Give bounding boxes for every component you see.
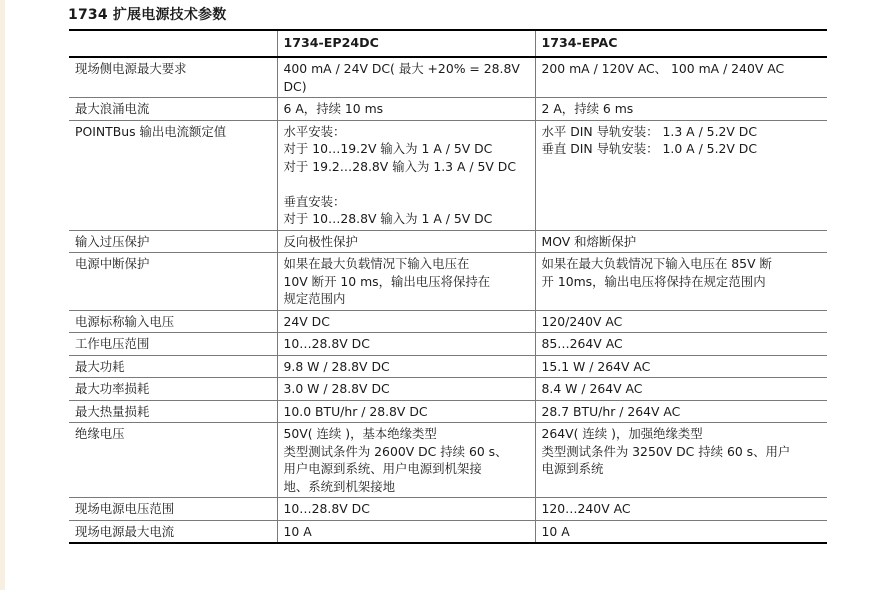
epac-value — [535, 57, 827, 98]
epac-value-line: 8.4 W / 264V AC — [541, 381, 643, 396]
table-row — [69, 253, 827, 311]
ep24dc-value-line: 水平安装： — [283, 123, 346, 139]
parameter-label: 电源中断保护 — [69, 253, 277, 311]
epac-value — [535, 400, 827, 423]
table-row — [69, 98, 827, 121]
header-row — [69, 30, 827, 57]
header-parameter — [69, 30, 277, 57]
ep24dc-value-line: 10 A — [283, 523, 312, 539]
table-row — [69, 333, 827, 356]
ep24dc-value — [277, 253, 535, 311]
parameter-label: 绝缘电压 — [69, 423, 277, 498]
ep24dc-value — [277, 230, 535, 253]
table-row — [69, 498, 827, 521]
ep24dc-value-line: 垂直安装： — [283, 193, 346, 209]
epac-value-line: MOV 和熔断保护 — [541, 233, 637, 249]
table-body — [69, 57, 827, 543]
epac-value-line: 垂直 DIN 导轨安装： 1.0 A / 5.2V DC — [541, 141, 757, 156]
ep24dc-value-line: 规定范围内 — [283, 291, 346, 306]
epac-value — [535, 310, 827, 333]
epac-value — [535, 253, 827, 311]
ep24dc-value-line: DC) — [283, 78, 307, 94]
ep24dc-value — [277, 98, 535, 121]
ep24dc-value-line — [284, 175, 529, 193]
ep24dc-value-line: 24V DC — [283, 313, 330, 329]
ep24dc-value-line: 50V( 连续 )，基本绝缘类型 — [283, 426, 437, 441]
epac-value-line: 2 A，持续 6 ms — [541, 101, 634, 116]
epac-value-line: 120/240V AC — [541, 313, 623, 329]
ep24dc-value-line: 对于 19.2…28.8V 输入为 1.3 A / 5V DC — [283, 158, 516, 174]
page-edge-strip — [0, 0, 5, 590]
ep24dc-value-line: 对于 10…28.8V 输入为 1 A / 5V DC — [283, 211, 493, 226]
epac-value — [535, 378, 827, 401]
parameter-label: POINTBus 输出电流额定值 — [69, 120, 277, 230]
table-row — [69, 57, 827, 98]
parameter-label: 最大热量损耗 — [69, 400, 277, 423]
ep24dc-value-line: 反向极性保护 — [283, 233, 358, 249]
epac-value-line: 如果在最大负载情况下输入电压在 85V 断 — [541, 256, 772, 271]
ep24dc-value — [277, 378, 535, 401]
parameter-label: 现场侧电源最大要求 — [69, 57, 277, 98]
table-row — [69, 378, 827, 401]
ep24dc-value — [277, 498, 535, 521]
epac-value — [535, 230, 827, 253]
ep24dc-value-line: 400 mA / 24V DC( 最大 +20% = 28.8V — [283, 61, 520, 76]
epac-value — [535, 423, 827, 498]
header-ep24dc: 1734-EP24DC — [277, 30, 535, 57]
epac-value — [535, 355, 827, 378]
header-epac: 1734-EPAC — [535, 30, 827, 57]
parameter-label: 最大浪涌电流 — [69, 98, 277, 121]
epac-value-line: 开 10ms，输出电压将保持在规定范围内 — [541, 273, 766, 289]
ep24dc-value-line: 6 A，持续 10 ms — [283, 101, 384, 116]
parameter-label: 输入过压保护 — [69, 230, 277, 253]
ep24dc-value — [277, 333, 535, 356]
ep24dc-value-line: 如果在最大负载情况下输入电压在 — [283, 256, 470, 271]
parameter-label: 最大功率损耗 — [69, 378, 277, 401]
epac-value-line: 85…264V AC — [541, 336, 623, 351]
page-title: 1734 扩展电源技术参数 — [68, 7, 227, 23]
ep24dc-value-line: 10…28.8V DC — [283, 336, 370, 351]
table-row — [69, 310, 827, 333]
epac-value — [535, 333, 827, 356]
parameter-label: 现场电源最大电流 — [69, 520, 277, 543]
table-header — [69, 30, 827, 57]
ep24dc-value-line: 类型测试条件为 2600V DC 持续 60 s、 — [283, 443, 508, 459]
epac-value-line: 264V( 连续 )，加强绝缘类型 — [541, 426, 703, 441]
spec-table — [69, 29, 827, 544]
ep24dc-value — [277, 355, 535, 378]
ep24dc-value — [277, 310, 535, 333]
epac-value-line: 15.1 W / 264V AC — [541, 358, 651, 374]
epac-value-line: 200 mA / 120V AC、 100 mA / 240V AC — [541, 61, 785, 76]
epac-value-line: 水平 DIN 导轨安装： 1.3 A / 5.2V DC — [541, 123, 757, 139]
ep24dc-value-line: 10…28.8V DC — [283, 501, 370, 516]
epac-value-line: 10 A — [541, 523, 570, 539]
ep24dc-value-line: 用户电源到系统、用户电源到机架接 — [283, 461, 482, 476]
epac-value — [535, 98, 827, 121]
parameter-label: 现场电源电压范围 — [69, 498, 277, 521]
ep24dc-value — [277, 120, 535, 230]
epac-value — [535, 520, 827, 543]
ep24dc-value — [277, 57, 535, 98]
ep24dc-value — [277, 423, 535, 498]
ep24dc-value-line: 9.8 W / 28.8V DC — [283, 358, 390, 374]
table-row — [69, 423, 827, 498]
epac-value — [535, 498, 827, 521]
epac-value-line: 类型测试条件为 3250V DC 持续 60 s、用户 — [541, 443, 791, 459]
ep24dc-value-line: 地、系统到机架接地 — [283, 478, 396, 494]
table-row — [69, 355, 827, 378]
epac-value — [535, 120, 827, 230]
ep24dc-value — [277, 400, 535, 423]
epac-value-line: 28.7 BTU/hr / 264V AC — [541, 403, 681, 419]
epac-value-line: 电源到系统 — [541, 461, 604, 476]
table-row — [69, 520, 827, 543]
table-row — [69, 400, 827, 423]
epac-value-line: 120…240V AC — [541, 501, 631, 516]
ep24dc-value-line: 对于 10…19.2V 输入为 1 A / 5V DC — [283, 141, 493, 156]
parameter-label: 最大功耗 — [69, 355, 277, 378]
table-row — [69, 230, 827, 253]
ep24dc-value — [277, 520, 535, 543]
ep24dc-value-line: 3.0 W / 28.8V DC — [283, 381, 390, 396]
parameter-label: 电源标称输入电压 — [69, 310, 277, 333]
table-row — [69, 120, 827, 230]
ep24dc-value-line: 10.0 BTU/hr / 28.8V DC — [283, 403, 428, 419]
ep24dc-value-line: 10V 断开 10 ms，输出电压将保持在 — [283, 273, 491, 289]
parameter-label: 工作电压范围 — [69, 333, 277, 356]
